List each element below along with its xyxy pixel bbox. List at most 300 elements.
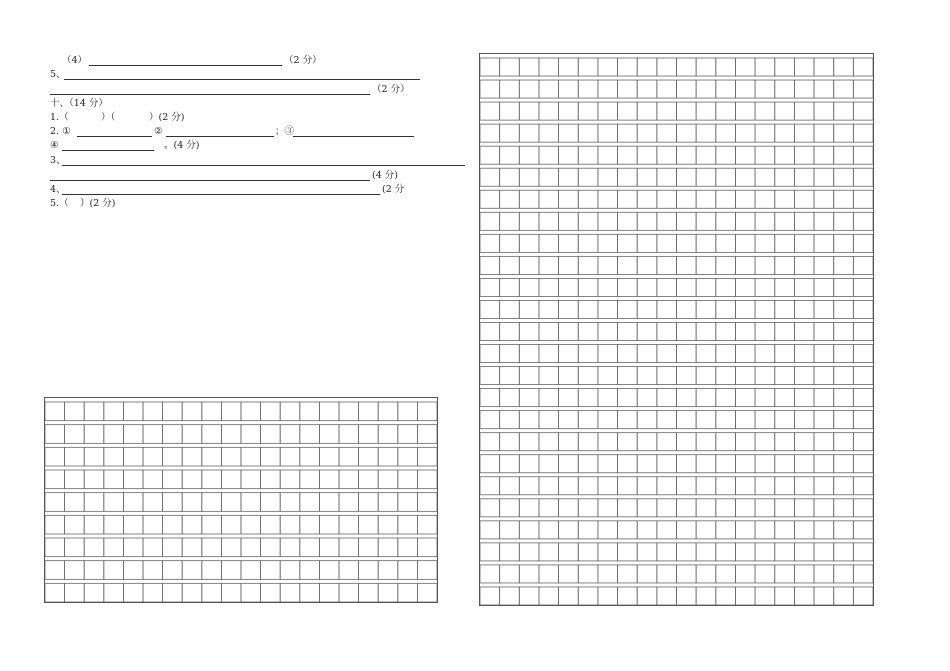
large-grid-cell[interactable]: [578, 322, 598, 340]
large-grid-cell[interactable]: [539, 543, 559, 561]
small-grid-cell[interactable]: [104, 515, 124, 534]
large-grid-cell[interactable]: [500, 433, 520, 451]
small-grid-cell[interactable]: [143, 425, 163, 444]
small-grid-cell[interactable]: [319, 447, 339, 466]
large-grid-cell[interactable]: [578, 411, 598, 429]
large-grid-cell[interactable]: [480, 477, 500, 495]
large-grid-cell[interactable]: [480, 80, 500, 98]
small-grid-cell[interactable]: [163, 447, 183, 466]
small-grid-cell[interactable]: [84, 538, 104, 557]
small-grid-cell[interactable]: [300, 402, 320, 421]
small-grid-cell[interactable]: [104, 425, 124, 444]
large-grid-cell[interactable]: [794, 124, 814, 142]
large-grid-cell[interactable]: [618, 521, 638, 539]
large-grid-cell[interactable]: [755, 411, 775, 429]
large-grid-cell[interactable]: [834, 212, 854, 230]
small-grid-cell[interactable]: [65, 561, 85, 580]
small-grid-cell[interactable]: [261, 425, 281, 444]
small-grid-cell[interactable]: [398, 402, 418, 421]
large-grid-cell[interactable]: [539, 146, 559, 164]
large-grid-cell[interactable]: [559, 278, 579, 296]
small-grid-cell[interactable]: [261, 493, 281, 512]
large-grid-cell[interactable]: [578, 433, 598, 451]
large-grid-cell[interactable]: [696, 521, 716, 539]
large-grid-cell[interactable]: [618, 168, 638, 186]
large-grid-cell[interactable]: [519, 212, 539, 230]
large-grid-cell[interactable]: [677, 587, 697, 605]
small-grid-cell[interactable]: [359, 561, 379, 580]
large-grid-cell[interactable]: [677, 389, 697, 407]
large-grid-cell[interactable]: [559, 168, 579, 186]
large-grid-cell[interactable]: [539, 190, 559, 208]
large-grid-cell[interactable]: [618, 234, 638, 252]
large-grid-cell[interactable]: [500, 146, 520, 164]
large-grid-cell[interactable]: [794, 80, 814, 98]
large-grid-cell[interactable]: [618, 124, 638, 142]
large-grid-cell[interactable]: [814, 190, 834, 208]
large-grid-cell[interactable]: [814, 499, 834, 517]
large-grid-cell[interactable]: [500, 499, 520, 517]
large-grid-cell[interactable]: [834, 587, 854, 605]
large-grid-cell[interactable]: [677, 499, 697, 517]
small-grid-cell[interactable]: [280, 402, 300, 421]
large-grid-cell[interactable]: [539, 212, 559, 230]
small-grid-cell[interactable]: [65, 538, 85, 557]
large-grid-cell[interactable]: [775, 455, 795, 473]
large-grid-cell[interactable]: [618, 587, 638, 605]
large-grid-cell[interactable]: [500, 543, 520, 561]
large-grid-cell[interactable]: [559, 256, 579, 274]
large-grid-cell[interactable]: [696, 322, 716, 340]
large-grid-cell[interactable]: [500, 367, 520, 385]
small-grid-cell[interactable]: [202, 538, 222, 557]
large-grid-cell[interactable]: [677, 190, 697, 208]
large-grid-cell[interactable]: [735, 102, 755, 120]
large-grid-cell[interactable]: [696, 124, 716, 142]
large-grid-cell[interactable]: [559, 521, 579, 539]
large-grid-cell[interactable]: [618, 212, 638, 230]
large-grid-cell[interactable]: [578, 190, 598, 208]
large-grid-cell[interactable]: [716, 256, 736, 274]
large-grid-cell[interactable]: [834, 124, 854, 142]
small-grid-cell[interactable]: [143, 561, 163, 580]
large-grid-cell[interactable]: [775, 256, 795, 274]
small-grid-cell[interactable]: [417, 470, 437, 489]
large-grid-cell[interactable]: [500, 168, 520, 186]
large-grid-cell[interactable]: [637, 345, 657, 363]
large-grid-cell[interactable]: [500, 256, 520, 274]
q10-2-blank-4[interactable]: [62, 150, 154, 151]
large-grid-cell[interactable]: [755, 256, 775, 274]
large-grid-cell[interactable]: [598, 499, 618, 517]
small-grid-cell[interactable]: [65, 447, 85, 466]
large-grid-cell[interactable]: [755, 587, 775, 605]
large-grid-cell[interactable]: [559, 212, 579, 230]
large-grid-cell[interactable]: [677, 168, 697, 186]
large-grid-cell[interactable]: [500, 477, 520, 495]
large-grid-cell[interactable]: [637, 587, 657, 605]
large-grid-cell[interactable]: [853, 411, 873, 429]
large-grid-cell[interactable]: [519, 521, 539, 539]
large-grid-cell[interactable]: [814, 455, 834, 473]
large-grid-cell[interactable]: [480, 499, 500, 517]
large-grid-cell[interactable]: [559, 124, 579, 142]
small-grid-cell[interactable]: [123, 470, 143, 489]
small-grid-cell[interactable]: [339, 515, 359, 534]
large-grid-cell[interactable]: [618, 58, 638, 76]
large-grid-cell[interactable]: [834, 146, 854, 164]
large-grid-cell[interactable]: [500, 278, 520, 296]
large-grid-cell[interactable]: [834, 477, 854, 495]
small-grid-cell[interactable]: [143, 470, 163, 489]
large-grid-cell[interactable]: [657, 102, 677, 120]
large-grid-cell[interactable]: [598, 477, 618, 495]
small-grid-cell[interactable]: [65, 470, 85, 489]
large-grid-cell[interactable]: [618, 455, 638, 473]
large-grid-cell[interactable]: [716, 80, 736, 98]
large-grid-cell[interactable]: [519, 80, 539, 98]
large-grid-cell[interactable]: [637, 367, 657, 385]
large-grid-cell[interactable]: [598, 168, 618, 186]
small-grid-cell[interactable]: [182, 538, 202, 557]
large-grid-cell[interactable]: [794, 499, 814, 517]
small-grid-cell[interactable]: [45, 447, 65, 466]
large-grid-cell[interactable]: [794, 212, 814, 230]
small-grid-cell[interactable]: [221, 447, 241, 466]
large-grid-cell[interactable]: [559, 80, 579, 98]
small-grid-cell[interactable]: [65, 425, 85, 444]
large-grid-cell[interactable]: [519, 146, 539, 164]
large-grid-cell[interactable]: [598, 345, 618, 363]
small-grid-cell[interactable]: [123, 515, 143, 534]
large-grid-cell[interactable]: [775, 543, 795, 561]
small-grid-cell[interactable]: [261, 470, 281, 489]
small-grid-cell[interactable]: [221, 515, 241, 534]
large-grid-cell[interactable]: [539, 367, 559, 385]
large-grid-cell[interactable]: [755, 234, 775, 252]
large-grid-cell[interactable]: [696, 433, 716, 451]
small-grid-cell[interactable]: [221, 402, 241, 421]
large-grid-cell[interactable]: [480, 146, 500, 164]
large-grid-cell[interactable]: [834, 455, 854, 473]
large-grid-cell[interactable]: [657, 455, 677, 473]
large-grid-cell[interactable]: [618, 565, 638, 583]
small-grid-cell[interactable]: [84, 470, 104, 489]
large-grid-cell[interactable]: [814, 367, 834, 385]
large-grid-cell[interactable]: [578, 234, 598, 252]
large-grid-cell[interactable]: [696, 543, 716, 561]
large-grid-cell[interactable]: [578, 278, 598, 296]
large-grid-cell[interactable]: [794, 433, 814, 451]
small-grid-cell[interactable]: [65, 402, 85, 421]
large-grid-cell[interactable]: [480, 234, 500, 252]
small-grid-cell[interactable]: [319, 470, 339, 489]
large-grid-cell[interactable]: [814, 278, 834, 296]
large-grid-cell[interactable]: [814, 521, 834, 539]
large-grid-cell[interactable]: [716, 345, 736, 363]
large-grid-cell[interactable]: [775, 146, 795, 164]
large-grid-cell[interactable]: [834, 58, 854, 76]
large-grid-cell[interactable]: [559, 234, 579, 252]
large-grid-cell[interactable]: [657, 146, 677, 164]
large-grid-cell[interactable]: [500, 322, 520, 340]
large-grid-cell[interactable]: [696, 300, 716, 318]
large-grid-cell[interactable]: [519, 300, 539, 318]
small-grid-cell[interactable]: [104, 470, 124, 489]
small-grid-cell[interactable]: [182, 425, 202, 444]
small-grid-cell[interactable]: [241, 561, 261, 580]
small-grid-cell[interactable]: [202, 447, 222, 466]
large-grid-cell[interactable]: [677, 322, 697, 340]
small-grid-cell[interactable]: [123, 583, 143, 602]
small-grid-cell[interactable]: [241, 447, 261, 466]
small-grid-cell[interactable]: [378, 561, 398, 580]
large-grid-cell[interactable]: [853, 278, 873, 296]
large-grid-cell[interactable]: [755, 543, 775, 561]
large-grid-cell[interactable]: [853, 543, 873, 561]
small-grid-cell[interactable]: [359, 493, 379, 512]
large-grid-cell[interactable]: [539, 433, 559, 451]
small-grid-cell[interactable]: [417, 583, 437, 602]
large-grid-cell[interactable]: [735, 58, 755, 76]
small-grid-cell[interactable]: [104, 583, 124, 602]
large-grid-cell[interactable]: [637, 521, 657, 539]
large-grid-cell[interactable]: [775, 212, 795, 230]
large-grid-cell[interactable]: [637, 168, 657, 186]
large-grid-cell[interactable]: [598, 80, 618, 98]
large-grid-cell[interactable]: [834, 300, 854, 318]
large-grid-cell[interactable]: [578, 146, 598, 164]
large-grid-cell[interactable]: [853, 389, 873, 407]
large-grid-cell[interactable]: [814, 58, 834, 76]
q9-5-blank-2[interactable]: [50, 94, 370, 95]
small-grid-cell[interactable]: [319, 583, 339, 602]
large-grid-cell[interactable]: [598, 58, 618, 76]
large-grid-cell[interactable]: [853, 565, 873, 583]
large-grid-cell[interactable]: [500, 300, 520, 318]
large-grid-cell[interactable]: [539, 411, 559, 429]
large-grid-cell[interactable]: [755, 433, 775, 451]
large-grid-cell[interactable]: [559, 345, 579, 363]
small-grid-cell[interactable]: [241, 425, 261, 444]
large-grid-cell[interactable]: [559, 389, 579, 407]
large-grid-cell[interactable]: [559, 367, 579, 385]
large-grid-cell[interactable]: [716, 234, 736, 252]
small-grid-cell[interactable]: [378, 515, 398, 534]
small-grid-cell[interactable]: [319, 493, 339, 512]
small-grid-cell[interactable]: [339, 538, 359, 557]
large-grid-cell[interactable]: [618, 190, 638, 208]
large-grid-cell[interactable]: [559, 433, 579, 451]
large-grid-cell[interactable]: [794, 477, 814, 495]
small-grid-cell[interactable]: [359, 583, 379, 602]
large-grid-cell[interactable]: [775, 499, 795, 517]
large-grid-cell[interactable]: [578, 565, 598, 583]
large-grid-cell[interactable]: [500, 124, 520, 142]
large-grid-cell[interactable]: [677, 278, 697, 296]
small-grid-cell[interactable]: [261, 402, 281, 421]
large-grid-cell[interactable]: [618, 300, 638, 318]
large-grid-cell[interactable]: [598, 433, 618, 451]
large-grid-cell[interactable]: [637, 146, 657, 164]
large-grid-cell[interactable]: [618, 499, 638, 517]
large-grid-cell[interactable]: [775, 521, 795, 539]
large-grid-cell[interactable]: [794, 565, 814, 583]
small-grid-cell[interactable]: [163, 402, 183, 421]
small-grid-cell[interactable]: [280, 538, 300, 557]
large-grid-cell[interactable]: [814, 168, 834, 186]
large-grid-cell[interactable]: [735, 411, 755, 429]
small-grid-cell[interactable]: [202, 493, 222, 512]
large-grid-cell[interactable]: [500, 587, 520, 605]
large-grid-cell[interactable]: [755, 102, 775, 120]
large-grid-cell[interactable]: [480, 411, 500, 429]
large-grid-cell[interactable]: [519, 322, 539, 340]
large-grid-cell[interactable]: [853, 455, 873, 473]
large-grid-cell[interactable]: [853, 367, 873, 385]
small-grid-cell[interactable]: [143, 538, 163, 557]
large-grid-cell[interactable]: [775, 58, 795, 76]
large-grid-cell[interactable]: [853, 521, 873, 539]
large-grid-cell[interactable]: [618, 433, 638, 451]
small-grid-cell[interactable]: [202, 583, 222, 602]
large-grid-cell[interactable]: [598, 411, 618, 429]
large-grid-cell[interactable]: [834, 278, 854, 296]
large-grid-cell[interactable]: [834, 367, 854, 385]
large-grid-cell[interactable]: [598, 565, 618, 583]
small-grid-cell[interactable]: [319, 402, 339, 421]
large-grid-cell[interactable]: [578, 521, 598, 539]
large-grid-cell[interactable]: [637, 212, 657, 230]
small-grid-cell[interactable]: [45, 493, 65, 512]
large-grid-cell[interactable]: [637, 58, 657, 76]
large-grid-cell[interactable]: [834, 190, 854, 208]
large-grid-cell[interactable]: [598, 322, 618, 340]
large-grid-cell[interactable]: [539, 499, 559, 517]
large-grid-cell[interactable]: [853, 587, 873, 605]
large-grid-cell[interactable]: [539, 102, 559, 120]
large-grid-cell[interactable]: [814, 345, 834, 363]
large-grid-cell[interactable]: [598, 190, 618, 208]
large-grid-cell[interactable]: [794, 190, 814, 208]
large-grid-cell[interactable]: [657, 234, 677, 252]
q10-3-blank-2[interactable]: [50, 180, 370, 181]
large-grid-cell[interactable]: [716, 102, 736, 120]
small-grid-cell[interactable]: [241, 515, 261, 534]
large-grid-cell[interactable]: [578, 256, 598, 274]
large-grid-cell[interactable]: [735, 234, 755, 252]
large-grid-cell[interactable]: [657, 190, 677, 208]
large-grid-cell[interactable]: [598, 455, 618, 473]
large-grid-cell[interactable]: [716, 212, 736, 230]
large-grid-cell[interactable]: [716, 433, 736, 451]
large-grid-cell[interactable]: [775, 190, 795, 208]
large-grid-cell[interactable]: [834, 499, 854, 517]
large-grid-cell[interactable]: [539, 256, 559, 274]
large-grid-cell[interactable]: [775, 102, 795, 120]
large-grid-cell[interactable]: [696, 80, 716, 98]
small-grid-cell[interactable]: [182, 402, 202, 421]
large-grid-cell[interactable]: [755, 477, 775, 495]
large-grid-cell[interactable]: [598, 146, 618, 164]
large-grid-cell[interactable]: [578, 543, 598, 561]
large-grid-cell[interactable]: [755, 499, 775, 517]
large-grid-cell[interactable]: [814, 565, 834, 583]
small-grid-cell[interactable]: [241, 470, 261, 489]
large-grid-cell[interactable]: [735, 587, 755, 605]
large-grid-cell[interactable]: [755, 212, 775, 230]
large-grid-cell[interactable]: [794, 543, 814, 561]
large-grid-cell[interactable]: [539, 345, 559, 363]
large-grid-cell[interactable]: [657, 565, 677, 583]
small-grid-cell[interactable]: [378, 402, 398, 421]
small-grid-cell[interactable]: [280, 515, 300, 534]
small-grid-cell[interactable]: [398, 583, 418, 602]
small-grid-cell[interactable]: [378, 538, 398, 557]
large-grid-cell[interactable]: [598, 300, 618, 318]
small-grid-cell[interactable]: [261, 447, 281, 466]
small-grid-cell[interactable]: [182, 515, 202, 534]
large-grid-cell[interactable]: [519, 587, 539, 605]
large-grid-cell[interactable]: [618, 345, 638, 363]
large-grid-cell[interactable]: [480, 212, 500, 230]
small-grid-cell[interactable]: [202, 402, 222, 421]
large-grid-cell[interactable]: [696, 102, 716, 120]
large-grid-cell[interactable]: [775, 565, 795, 583]
q10-2-blank-3[interactable]: [293, 136, 414, 137]
large-grid-cell[interactable]: [735, 455, 755, 473]
small-grid-cell[interactable]: [143, 493, 163, 512]
small-grid-cell[interactable]: [319, 425, 339, 444]
large-grid-cell[interactable]: [598, 278, 618, 296]
large-grid-cell[interactable]: [480, 565, 500, 583]
large-grid-cell[interactable]: [657, 477, 677, 495]
small-grid-cell[interactable]: [398, 561, 418, 580]
large-grid-cell[interactable]: [480, 521, 500, 539]
large-grid-cell[interactable]: [539, 124, 559, 142]
large-grid-cell[interactable]: [853, 234, 873, 252]
large-grid-cell[interactable]: [696, 565, 716, 583]
large-grid-cell[interactable]: [814, 212, 834, 230]
small-grid-cell[interactable]: [378, 447, 398, 466]
large-grid-cell[interactable]: [775, 322, 795, 340]
large-grid-cell[interactable]: [834, 543, 854, 561]
small-grid-cell[interactable]: [143, 402, 163, 421]
large-grid-cell[interactable]: [814, 124, 834, 142]
large-grid-cell[interactable]: [677, 345, 697, 363]
large-grid-cell[interactable]: [716, 587, 736, 605]
large-grid-cell[interactable]: [775, 411, 795, 429]
large-grid-cell[interactable]: [637, 543, 657, 561]
small-grid-cell[interactable]: [163, 470, 183, 489]
large-grid-cell[interactable]: [578, 80, 598, 98]
small-grid-cell[interactable]: [398, 425, 418, 444]
large-grid-cell[interactable]: [853, 124, 873, 142]
large-grid-cell[interactable]: [519, 565, 539, 583]
large-grid-cell[interactable]: [657, 345, 677, 363]
large-grid-cell[interactable]: [598, 389, 618, 407]
small-grid-cell[interactable]: [45, 583, 65, 602]
small-grid-cell[interactable]: [359, 515, 379, 534]
large-grid-cell[interactable]: [519, 499, 539, 517]
large-grid-cell[interactable]: [755, 58, 775, 76]
large-grid-cell[interactable]: [735, 543, 755, 561]
small-grid-cell[interactable]: [221, 493, 241, 512]
small-grid-cell[interactable]: [163, 561, 183, 580]
small-grid-cell[interactable]: [221, 425, 241, 444]
small-grid-cell[interactable]: [45, 515, 65, 534]
large-grid-cell[interactable]: [500, 80, 520, 98]
